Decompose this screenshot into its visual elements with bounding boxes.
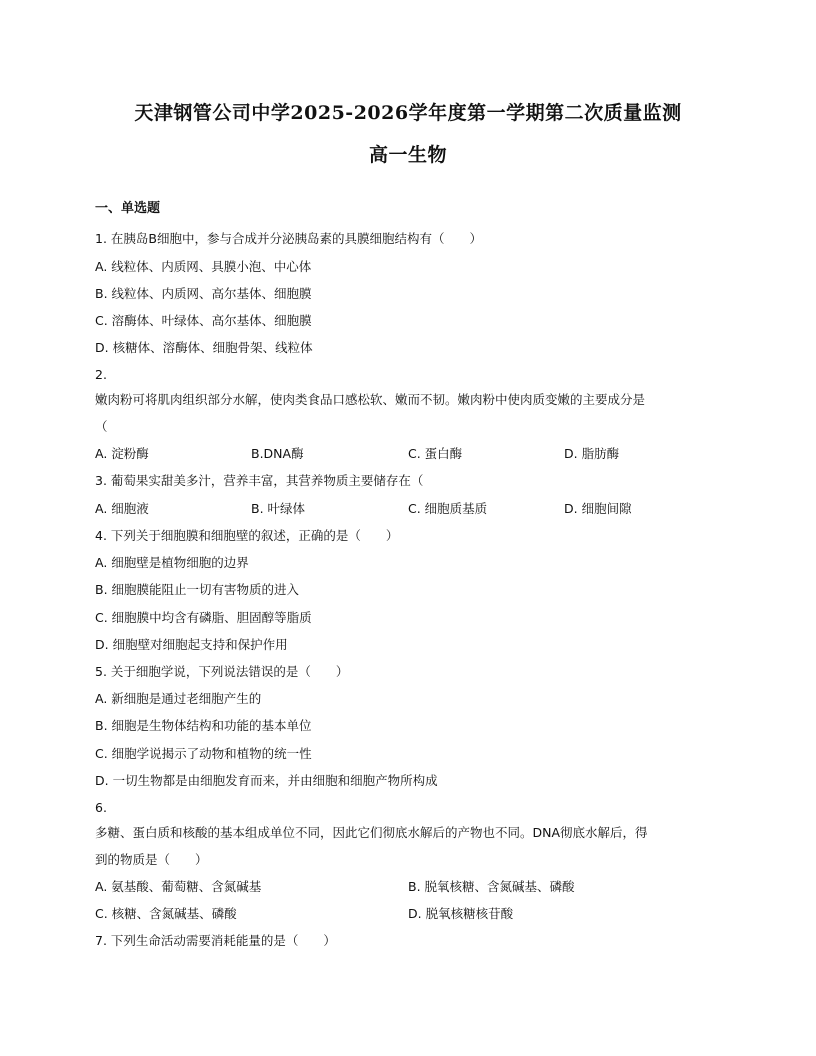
question-6-options-row-1 xyxy=(95,879,735,895)
question-2-stem-continued: （ xyxy=(95,419,108,434)
question-3-option-c: C. 细胞质基质 xyxy=(408,501,488,516)
question-6-option-b: B. 脱氧核糖、含氮碱基、磷酸 xyxy=(408,879,575,894)
exam-subject: 高一生物 xyxy=(368,144,447,166)
question-4-option-b: B. 细胞膜能阻止一切有害物质的进入 xyxy=(95,582,300,597)
question-6-stem: 多糖、蛋白质和核酸的基本组成单位不同，因此它们彻底水解后的产物也不同。DNA彻底水解后，得 xyxy=(95,825,648,840)
question-6-number: 6. xyxy=(95,800,107,815)
question-7-stem: 7. 下列生命活动需要消耗能量的是（ ） xyxy=(95,933,336,948)
question-3-option-a: A. 细胞液 xyxy=(95,501,149,516)
section-heading: 一、单选题 xyxy=(95,201,161,216)
question-6-options-row-2 xyxy=(95,906,735,922)
question-2-options xyxy=(95,446,735,462)
question-2-number: 2. xyxy=(95,367,107,382)
question-2-option-b: B.DNA酶 xyxy=(251,446,304,461)
question-1-option-b: B. 线粒体、内质网、高尔基体、细胞膜 xyxy=(95,286,312,301)
question-6-stem-continued: 到的物质是（ ） xyxy=(95,852,208,867)
question-3-option-d: D. 细胞间隙 xyxy=(564,501,632,516)
exam-title: 天津钢管公司中学2025-2026学年度第一学期第二次质量监测 xyxy=(134,102,682,124)
question-4-option-d: D. 细胞壁对细胞起支持和保护作用 xyxy=(95,637,288,652)
question-4-option-a: A. 细胞壁是植物细胞的边界 xyxy=(95,555,249,570)
question-2-option-c: C. 蛋白酶 xyxy=(408,446,463,461)
question-6-option-d: D. 脱氧核糖核苷酸 xyxy=(408,906,514,921)
question-6-option-a: A. 氨基酸、葡萄糖、含氮碱基 xyxy=(95,879,262,894)
question-1-option-c: C. 溶酶体、叶绿体、高尔基体、细胞膜 xyxy=(95,313,312,328)
question-4-stem: 4. 下列关于细胞膜和细胞壁的叙述，正确的是（ ） xyxy=(95,528,399,543)
question-1-option-d: D. 核糖体、溶酶体、细胞骨架、线粒体 xyxy=(95,340,313,355)
question-5-option-b: B. 细胞是生物体结构和功能的基本单位 xyxy=(95,718,312,733)
question-5-option-c: C. 细胞学说揭示了动物和植物的统一性 xyxy=(95,746,312,761)
question-6-option-c: C. 核糖、含氮碱基、磷酸 xyxy=(95,906,237,921)
question-3-stem: 3. 葡萄果实甜美多汁，营养丰富，其营养物质主要储存在（ xyxy=(95,473,424,488)
question-1-option-a: A. 线粒体、内质网、具膜小泡、中心体 xyxy=(95,259,312,274)
question-5-option-a: A. 新细胞是通过老细胞产生的 xyxy=(95,691,262,706)
question-5-stem: 5. 关于细胞学说，下列说法错误的是（ ） xyxy=(95,664,349,679)
question-1-stem: 1. 在胰岛B细胞中，参与合成并分泌胰岛素的具膜细胞结构有（ ） xyxy=(95,231,482,246)
question-5-option-d: D. 一切生物都是由细胞发育而来，并由细胞和细胞产物所构成 xyxy=(95,773,438,788)
question-2-stem: 嫩肉粉可将肌肉组织部分水解，使肉类食品口感松软、嫩而不韧。嫩肉粉中使肉质变嫩的主要成分是 xyxy=(95,392,646,407)
question-2-option-a: A. 淀粉酶 xyxy=(95,446,149,461)
question-3-option-b: B. 叶绿体 xyxy=(251,501,306,516)
question-4-option-c: C. 细胞膜中均含有磷脂、胆固醇等脂质 xyxy=(95,610,312,625)
question-2-option-d: D. 脂肪酶 xyxy=(564,446,620,461)
question-3-options xyxy=(95,501,735,517)
